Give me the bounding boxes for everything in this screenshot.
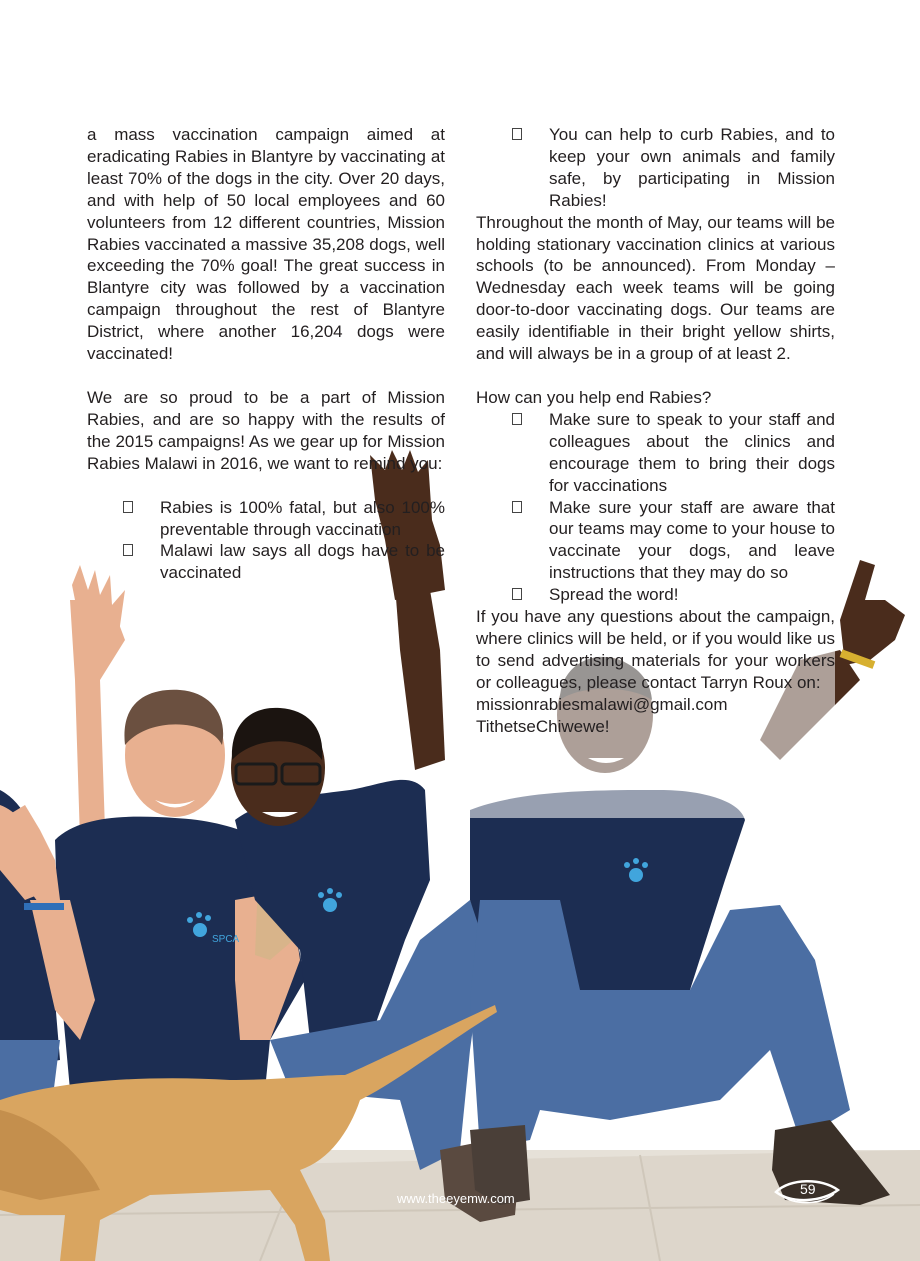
- bullet-text: Make sure your staff are aware that our teams may come to your house to vaccinate your dogs, and leave instructions that they may do so: [549, 497, 835, 583]
- right-column: [476, 124, 835, 737]
- bullet-text: Rabies is 100% fatal, but also 100% preventable through vaccination: [160, 497, 445, 539]
- list-item: [476, 409, 835, 497]
- bullet-box-icon: [512, 501, 522, 513]
- left-paragraph-1: a mass vaccination campaign aimed at eradicating Rabies in Blantyre by vaccinating at least 70% of the dogs in the city. Over 20 days, and with help of 50 local employees and 60 volunteers from 12 different countries, Mission Rabies vaccinated a massive 35,208 dogs, well exceeding the 70% goal! The great success in Blantyre city was followed by a vaccination campaign throughout the rest of Blantyre District, where another 16,204 dogs were vaccinated!: [87, 125, 445, 364]
- right-top-bullet: [476, 124, 835, 212]
- left-column: [87, 124, 445, 584]
- list-item: [87, 540, 445, 584]
- right-bullet-list: [476, 409, 835, 606]
- bullet-box-icon: [512, 588, 522, 600]
- bullet-text: Make sure to speak to your staff and colleagues about the clinics and encourage them to bring their dogs for vaccinations: [549, 409, 835, 495]
- bullet-text: Spread the word!: [549, 585, 679, 605]
- bullet-box-icon: [123, 544, 133, 556]
- bullet-box-icon: [123, 501, 133, 513]
- question-heading: How can you help end Rabies?: [476, 387, 712, 407]
- list-item: [476, 124, 835, 212]
- shirt-logo-text: SPCA: [212, 934, 240, 945]
- bullet-box-icon: [512, 128, 522, 140]
- right-paragraph-1: Throughout the month of May, our teams will be holding stationary vaccination clinics at various schools (to be announced). From Monday – Wednesday each week teams will be going door-to-door vaccinating dogs. Our teams are easily identifiable in their bright yellow shirts, and will always be in a group of at least 2.: [476, 212, 835, 364]
- contact-email[interactable]: missionrabiesmalawi@gmail.com: [476, 694, 728, 714]
- page-number: 59: [800, 1181, 816, 1197]
- list-item: [476, 584, 835, 606]
- left-bullet-list: [87, 497, 445, 585]
- contact-name: TithetseChiwewe!: [476, 716, 610, 736]
- left-paragraph-2: We are so proud to be a part of Mission Rabies, and are so happy with the results of the 2015 campaigns! As we gear up for Mission Rabies Malawi in 2016, we want to remind you:: [87, 387, 445, 473]
- bullet-text: You can help to curb Rabies, and to keep your own animals and family safe, by participating in Mission Rabies!: [549, 125, 835, 210]
- footer-url[interactable]: www.theeyemw.com: [397, 1191, 515, 1206]
- bullet-text: Malawi law says all dogs have to be vaccinated: [160, 541, 445, 583]
- list-item: [87, 497, 445, 541]
- bullet-box-icon: [512, 413, 522, 425]
- list-item: [476, 497, 835, 585]
- contact-paragraph: If you have any questions about the campaign, where clinics will be held, or if you would like us to send advertising materials for your workers or colleagues, please contact Tarryn Roux on:: [476, 607, 835, 692]
